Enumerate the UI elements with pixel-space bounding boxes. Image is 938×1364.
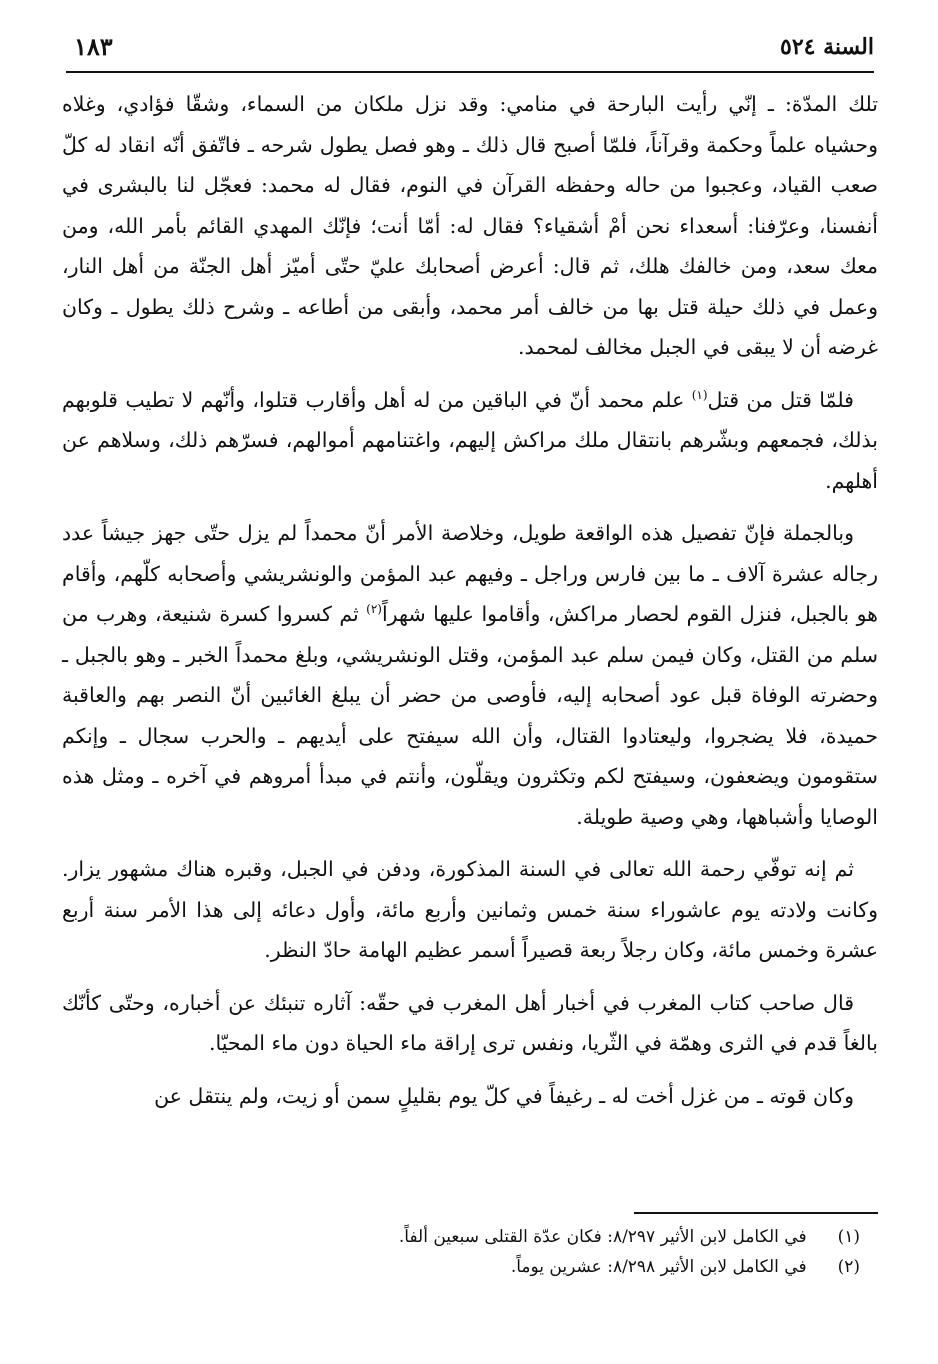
- footnote-1: [200, 1222, 860, 1252]
- header-rule: [66, 71, 874, 73]
- footnote-1-number: (١): [837, 1227, 860, 1247]
- paragraph-3: [62, 513, 878, 837]
- paragraph-4: ثم إنه توفّي رحمة الله تعالى في السنة المذكورة، ودفن في الجبل، وقبره هناك مشهور يزار. وكانت ولادته يوم عاشوراء سنة خمس وثمانين وأربع مائة، وأول دعائه إلى هذا الأمر سنة أربع عشرة وخمس مائة، وكان رجلاً ربعة قصيراً أسمر عظيم الهامة حادّ النظر.: [62, 857, 878, 962]
- footnote-rule: [634, 1212, 878, 1214]
- page-number: ١٨٣: [74, 32, 113, 61]
- paragraph-3-body: وبالجملة فإنّ تفصيل هذه الواقعة طويل، وخلاصة الأمر أنّ محمداً لم يزل حتّى جهز جيشاً عدد رجاله عشرة آلاف ـ ما بين فارس وراجل ـ وفيهم عبد المؤمن والونشريشي وأصحابه كلّهم، وأقام هو بالجبل، فنزل القوم لحصار مراكش، وأقاموا عليها شهراً: [62, 521, 878, 626]
- page-header: [66, 22, 874, 72]
- footnote-2: [200, 1252, 860, 1282]
- footnote-1-text: في الكامل لابن الأثير ٨/٢٩٧: فكان عدّة القتلى سبعين ألفاً.: [398, 1227, 807, 1247]
- running-title: السنة ٥٢٤: [780, 34, 874, 60]
- footnote-2-number: (٢): [837, 1257, 860, 1277]
- paragraph-2-lead: فلمّا قتل من قتل: [707, 387, 854, 412]
- footnote-ref-1[interactable]: (١): [691, 387, 708, 402]
- paragraph-3-continuation: ثم كسروا كسرة شنيعة، وهرب من سلم من القتل، وكان فيمن سلم عبد المؤمن، وقتل الونشريشي، وبلغ محمداً الخبر ـ وهو بالجبل ـ وحضرته الوفاة قبل عود أصحابه إليه، فأوصى من حضر أن يبلغ الغائبين أنّ النصر بهم والعاقبة حميدة، فلا يضجروا، وليعتادوا القتال، وأن الله سيفتح على أيديهم ـ والحرب سجال ـ وإنكم ستقومون ويضعفون، وسيفتح لكم وتكثرون ويقلّون، وأنتم في مبدأ أمروهم في آخره ـ ومثل هذه الوصايا وأشباهها، وهي وصية طويلة.: [62, 602, 878, 829]
- main-text: [62, 84, 878, 1128]
- footnote-ref-2[interactable]: (٢): [366, 602, 382, 617]
- paragraph-2-body: علم محمد أنّ في الباقين من له أهل وأقارب قتلوا، وأنّهم لا تطيب قلوبهم بذلك، فجمعهم وبشّرهم بانتقال ملك مراكش إليهم، واغتنامهم أموالهم، فسرّهم ذلك، وسلاهم عن أهلهم.: [62, 387, 878, 493]
- paragraph-5: قال صاحب كتاب المغرب في أخبار أهل المغرب في حقّه: آثاره تنبئك عن أخباره، وحتّى كأنّك بالغاً قدم في الثرى وهمّة في الثّريا، ونفس ترى إراقة ماء الحياة دون ماء المحيّا.: [62, 990, 878, 1055]
- paragraph-6: وكان قوته ـ من غزل أخت له ـ رغيفاً في كلّ يوم بقليلٍ سمن أو زيت، ولم ينتقل عن: [154, 1083, 854, 1108]
- footnotes: [200, 1222, 860, 1282]
- paragraph-2: [62, 380, 878, 502]
- footnote-2-text: في الكامل لابن الأثير ٨/٢٩٨: عشرين يوماً.: [510, 1257, 807, 1277]
- paragraph-1: تلك المدّة: ـ إنّي رأيت البارحة في منامي: وقد نزل ملكان من السماء، وشقّا فؤادي، وغلاه وحشياه علماً وحكمة وقرآناً، فلمّا أصبح قال ذلك ـ وهو فصل يطول شرحه ـ فاتّفق أنّه انقاد له كلّ صعب القياد، وعجبوا من حاله وحفظه القرآن في النوم، فقال له محمد: فعجّل لنا بالبشرى في أنفسنا، وعرّفنا: أسعداء نحن أمْ أشقياء؟ فقال له: أمّا أنت؛ فإنّك المهدي القائم بأمر الله، ومن معك سعد، ومن خالفك هلك، ثم قال: أعرض أصحابك عليّ حتّى أميّز أهل الجنّة من أهل النار، وعمل في ذلك حيلة قتل بها من خالف أمر محمد، وأبقى من أطاعه ـ وشرح ذلك يطول ـ وكان غرضه أن لا يبقى في الجبل مخالف لمحمد.: [62, 92, 878, 359]
